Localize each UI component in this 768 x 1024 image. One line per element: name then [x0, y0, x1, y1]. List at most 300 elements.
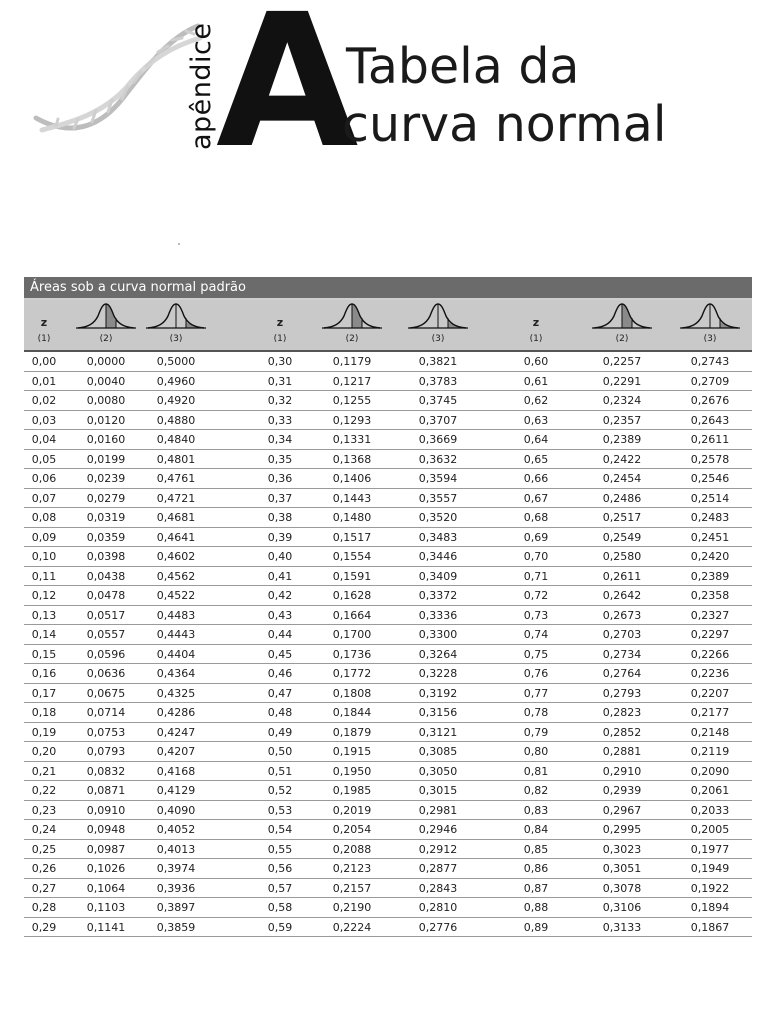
table-cell: 0,86 [523, 862, 549, 875]
table-cell: 0,44 [267, 628, 293, 641]
table-cell: 0,1443 [332, 491, 372, 505]
table-cell: 0,49 [267, 725, 293, 739]
table-cell: 0,3483 [418, 530, 458, 544]
table-cell: 0,37 [267, 491, 293, 505]
bell-curve-icon [76, 302, 136, 330]
table-cell: 0,4522 [156, 589, 196, 602]
column-header-7 [501, 300, 571, 350]
table-cell: 0,2823 [602, 706, 642, 719]
table-cell: 0,1844 [332, 706, 372, 719]
table-cell: 0,0714 [86, 706, 126, 719]
table-cell: 0,0596 [86, 647, 126, 661]
table-row [24, 645, 752, 665]
table-cell: 0,15 [31, 647, 57, 661]
table-cell: 0,4013 [156, 842, 196, 856]
table-row [24, 586, 752, 606]
table-cell: 0,4880 [156, 413, 196, 427]
table-cell: 0,2019 [332, 803, 372, 817]
table-cell: 0,3897 [156, 901, 196, 914]
table-cell: 0,57 [267, 881, 293, 895]
table-cell: 0,3133 [602, 920, 642, 934]
column-number: (3) [703, 334, 717, 344]
table-cell: 0,02 [31, 394, 57, 407]
table-cell: 0,19 [31, 725, 57, 739]
table-row [24, 508, 752, 528]
table-cell: 0,2611 [690, 433, 730, 446]
table-cell: 0,2881 [602, 745, 642, 758]
table-cell: 0,17 [31, 686, 57, 700]
table-cell: 0,0793 [86, 745, 126, 758]
table-cell: 0,3372 [418, 589, 458, 602]
table-cell: 0,4286 [156, 706, 196, 719]
table-cell: 0,4052 [156, 823, 196, 836]
appendix-letter: A [216, 0, 359, 189]
table-cell: 0,1103 [86, 901, 126, 914]
table-cell: 0,3106 [602, 901, 642, 914]
table-cell: 0,2764 [602, 667, 642, 680]
table-cell: 0,62 [523, 394, 549, 407]
table-cell: 0,3669 [418, 433, 458, 446]
table-cell: 0,04 [31, 433, 57, 446]
dna-helix-icon [28, 18, 208, 148]
table-cell: 0,2793 [602, 686, 642, 700]
table-cell: 0,03 [31, 413, 57, 427]
table-cell: 0,2327 [690, 608, 730, 622]
column-number: (1) [37, 334, 51, 344]
column-header-9 [675, 300, 745, 350]
table-cell: 0,2578 [690, 452, 730, 466]
table-cell: 0,0080 [86, 394, 126, 407]
table-cell: 0,75 [523, 647, 549, 661]
table-cell: 0,2224 [332, 920, 372, 934]
table-cell: 0,27 [31, 881, 57, 895]
table-cell: 0,3632 [418, 452, 458, 466]
table-cell: 0,0000 [86, 355, 126, 368]
table-cell: 0,2776 [418, 920, 458, 934]
table-cell: 0,1406 [332, 472, 372, 485]
table-cell: 0,41 [267, 569, 293, 583]
table-cell: 0,2703 [602, 628, 642, 641]
table-cell: 0,4090 [156, 803, 196, 817]
table-cell: 0,23 [31, 803, 57, 817]
table-cell: 0,2810 [418, 901, 458, 914]
table-cell: 0,0120 [86, 413, 126, 427]
table-row [24, 801, 752, 821]
table-cell: 0,2549 [602, 530, 642, 544]
table-cell: 0,1950 [332, 764, 372, 778]
table-cell: 0,39 [267, 530, 293, 544]
column-number: (2) [615, 334, 629, 344]
table-cell: 0,4483 [156, 608, 196, 622]
table-cell: 0,2995 [602, 823, 642, 836]
table-cell: 0,48 [267, 706, 293, 719]
table-cell: 0,4207 [156, 745, 196, 758]
table-cell: 0,0279 [86, 491, 126, 505]
table-cell: 0,59 [267, 920, 293, 934]
column-header-5 [317, 300, 387, 350]
table-cell: 0,4404 [156, 647, 196, 661]
table-cell: 0,1628 [332, 589, 372, 602]
table-cell: 0,3078 [602, 881, 642, 895]
table-cell: 0,0319 [86, 511, 126, 524]
table-cell: 0,83 [523, 803, 549, 817]
table-cell: 0,4761 [156, 472, 196, 485]
table-cell: 0,2877 [418, 862, 458, 875]
table-cell: 0,0160 [86, 433, 126, 446]
table-cell: 0,13 [31, 608, 57, 622]
table-cell: 0,88 [523, 901, 549, 914]
table-cell: 0,47 [267, 686, 293, 700]
table-cell: 0,2054 [332, 823, 372, 836]
table-cell: 0,3023 [602, 842, 642, 856]
table-cell: 0,2177 [690, 706, 730, 719]
table-cell: 0,1808 [332, 686, 372, 700]
table-cell: 0,2734 [602, 647, 642, 661]
table-row [24, 742, 752, 762]
table-cell: 0,1331 [332, 433, 372, 446]
table-cell: 0,53 [267, 803, 293, 817]
table-cell: 0,55 [267, 842, 293, 856]
z-column-label: z [532, 316, 540, 329]
table-cell: 0,63 [523, 413, 549, 427]
table-cell: 0,3446 [418, 550, 458, 563]
table-row [24, 684, 752, 704]
table-cell: 0,3859 [156, 920, 196, 934]
table-cell: 0,1217 [332, 374, 372, 388]
table-cell: 0,64 [523, 433, 549, 446]
bell-curve-icon [680, 302, 740, 330]
table-cell: 0,3745 [418, 394, 458, 407]
table-row [24, 606, 752, 626]
table-cell: 0,1141 [86, 920, 126, 934]
table-cell: 0,08 [31, 511, 57, 524]
table-cell: 0,4801 [156, 452, 196, 466]
table-cell: 0,42 [267, 589, 293, 602]
table-cell: 0,0517 [86, 608, 126, 622]
table-cell: 0,30 [267, 355, 293, 368]
table-cell: 0,56 [267, 862, 293, 875]
table-cell: 0,1867 [690, 920, 730, 934]
table-cell: 0,16 [31, 667, 57, 680]
column-header-8 [587, 300, 657, 350]
table-cell: 0,1255 [332, 394, 372, 407]
table-caption: Áreas sob a curva normal padrão [24, 277, 752, 300]
column-number: (3) [169, 334, 183, 344]
table-cell: 0,68 [523, 511, 549, 524]
bell-curve-icon [146, 302, 206, 330]
table-cell: 0,2967 [602, 803, 642, 817]
table-cell: 0,2090 [690, 764, 730, 778]
page-title-line1: Tabela da [346, 38, 580, 95]
table-cell: 0,5000 [156, 355, 196, 368]
table-cell: 0,2611 [602, 569, 642, 583]
table-cell: 0,2422 [602, 452, 642, 466]
column-number: (2) [345, 334, 359, 344]
table-cell: 0,1915 [332, 745, 372, 758]
table-cell: 0,4920 [156, 394, 196, 407]
table-cell: 0,2514 [690, 491, 730, 505]
table-row [24, 625, 752, 645]
table-cell: 0,2843 [418, 881, 458, 895]
table-cell: 0,14 [31, 628, 57, 641]
table-cell: 0,79 [523, 725, 549, 739]
table-cell: 0,2148 [690, 725, 730, 739]
table-cell: 0,4364 [156, 667, 196, 680]
table-cell: 0,0871 [86, 784, 126, 797]
table-cell: 0,2580 [602, 550, 642, 563]
table-cell: 0,76 [523, 667, 549, 680]
appendix-label: apêndice [186, 22, 217, 150]
table-cell: 0,78 [523, 706, 549, 719]
table-cell: 0,4840 [156, 433, 196, 446]
table-cell: 0,74 [523, 628, 549, 641]
table-cell: 0,60 [523, 355, 549, 368]
table-cell: 0,71 [523, 569, 549, 583]
table-cell: 0,0478 [86, 589, 126, 602]
table-cell: 0,4325 [156, 686, 196, 700]
column-header-3 [141, 300, 211, 350]
stray-dot [178, 243, 180, 245]
table-cell: 0,00 [31, 355, 57, 368]
table-cell: 0,2061 [690, 784, 730, 797]
table-cell: 0,77 [523, 686, 549, 700]
table-cell: 0,1179 [332, 355, 372, 368]
table-cell: 0,1554 [332, 550, 372, 563]
table-column-header [24, 300, 752, 352]
table-cell: 0,72 [523, 589, 549, 602]
table-row [24, 703, 752, 723]
table-row [24, 450, 752, 470]
table-cell: 0,2207 [690, 686, 730, 700]
table-cell: 0,1894 [690, 901, 730, 914]
table-cell: 0,1700 [332, 628, 372, 641]
table-cell: 0,65 [523, 452, 549, 466]
table-cell: 0,3520 [418, 511, 458, 524]
table-cell: 0,2673 [602, 608, 642, 622]
table-cell: 0,1368 [332, 452, 372, 466]
table-cell: 0,3594 [418, 472, 458, 485]
table-cell: 0,35 [267, 452, 293, 466]
column-number: (1) [273, 334, 287, 344]
table-cell: 0,85 [523, 842, 549, 856]
table-cell: 0,0910 [86, 803, 126, 817]
table-cell: 0,70 [523, 550, 549, 563]
table-cell: 0,1949 [690, 862, 730, 875]
table-cell: 0,52 [267, 784, 293, 797]
table-cell: 0,29 [31, 920, 57, 934]
table-row [24, 879, 752, 899]
table-cell: 0,1985 [332, 784, 372, 797]
table-cell: 0,32 [267, 394, 293, 407]
table-row [24, 723, 752, 743]
table-row [24, 411, 752, 431]
page-header [0, 0, 768, 189]
table-cell: 0,2852 [602, 725, 642, 739]
table-cell: 0,1922 [690, 881, 730, 895]
table-cell: 0,22 [31, 784, 57, 797]
table-cell: 0,0359 [86, 530, 126, 544]
table-row [24, 859, 752, 879]
table-cell: 0,2190 [332, 901, 372, 914]
bell-curve-icon [408, 302, 468, 330]
table-row [24, 528, 752, 548]
table-cell: 0,2266 [690, 647, 730, 661]
table-cell: 0,25 [31, 842, 57, 856]
table-cell: 0,2389 [690, 569, 730, 583]
table-cell: 0,2033 [690, 803, 730, 817]
table-cell: 0,4443 [156, 628, 196, 641]
page-title-line2: curva normal [342, 96, 667, 153]
table-cell: 0,2946 [418, 823, 458, 836]
table-cell: 0,3050 [418, 764, 458, 778]
table-cell: 0,0239 [86, 472, 126, 485]
table-cell: 0,2743 [690, 355, 730, 368]
table-cell: 0,1664 [332, 608, 372, 622]
column-number: (3) [431, 334, 445, 344]
table-cell: 0,0832 [86, 764, 126, 778]
table-cell: 0,69 [523, 530, 549, 544]
table-cell: 0,09 [31, 530, 57, 544]
table-cell: 0,46 [267, 667, 293, 680]
table-cell: 0,24 [31, 823, 57, 836]
table-cell: 0,3051 [602, 862, 642, 875]
table-cell: 0,3192 [418, 686, 458, 700]
table-cell: 0,4641 [156, 530, 196, 544]
table-cell: 0,11 [31, 569, 57, 583]
table-cell: 0,0675 [86, 686, 126, 700]
table-cell: 0,3557 [418, 491, 458, 505]
table-body [24, 352, 752, 937]
table-cell: 0,1064 [86, 881, 126, 895]
table-cell: 0,2358 [690, 589, 730, 602]
table-cell: 0,0040 [86, 374, 126, 388]
table-cell: 0,2157 [332, 881, 372, 895]
table-cell: 0,80 [523, 745, 549, 758]
table-cell: 0,84 [523, 823, 549, 836]
table-cell: 0,3264 [418, 647, 458, 661]
table-cell: 0,2642 [602, 589, 642, 602]
table-cell: 0,67 [523, 491, 549, 505]
table-row [24, 372, 752, 392]
table-cell: 0,3936 [156, 881, 196, 895]
table-row [24, 820, 752, 840]
table-row [24, 840, 752, 860]
table-cell: 0,1293 [332, 413, 372, 427]
table-cell: 0,18 [31, 706, 57, 719]
table-cell: 0,0438 [86, 569, 126, 583]
table-cell: 0,2676 [690, 394, 730, 407]
table-row [24, 781, 752, 801]
table-cell: 0,2420 [690, 550, 730, 563]
table-cell: 0,34 [267, 433, 293, 446]
table-cell: 0,1977 [690, 842, 730, 856]
table-cell: 0,2643 [690, 413, 730, 427]
table-cell: 0,2483 [690, 511, 730, 524]
table-cell: 0,54 [267, 823, 293, 836]
table-cell: 0,2451 [690, 530, 730, 544]
table-cell: 0,1026 [86, 862, 126, 875]
normal-table [24, 277, 752, 937]
z-column-label: z [276, 316, 284, 329]
table-cell: 0,40 [267, 550, 293, 563]
table-cell: 0,06 [31, 472, 57, 485]
table-row [24, 469, 752, 489]
table-cell: 0,2005 [690, 823, 730, 836]
table-cell: 0,3156 [418, 706, 458, 719]
table-cell: 0,66 [523, 472, 549, 485]
table-cell: 0,4247 [156, 725, 196, 739]
column-header-6 [403, 300, 473, 350]
table-cell: 0,0753 [86, 725, 126, 739]
table-cell: 0,2123 [332, 862, 372, 875]
table-cell: 0,2454 [602, 472, 642, 485]
table-cell: 0,01 [31, 374, 57, 388]
table-cell: 0,28 [31, 901, 57, 914]
table-cell: 0,3121 [418, 725, 458, 739]
table-cell: 0,2236 [690, 667, 730, 680]
table-cell: 0,3015 [418, 784, 458, 797]
column-header-1 [9, 300, 79, 350]
table-cell: 0,45 [267, 647, 293, 661]
table-cell: 0,26 [31, 862, 57, 875]
table-cell: 0,4602 [156, 550, 196, 563]
table-cell: 0,2709 [690, 374, 730, 388]
table-cell: 0,2939 [602, 784, 642, 797]
table-row [24, 567, 752, 587]
table-cell: 0,87 [523, 881, 549, 895]
table-cell: 0,3409 [418, 569, 458, 583]
table-cell: 0,07 [31, 491, 57, 505]
table-cell: 0,2257 [602, 355, 642, 368]
table-cell: 0,31 [267, 374, 293, 388]
table-cell: 0,2910 [602, 764, 642, 778]
table-cell: 0,05 [31, 452, 57, 466]
table-row [24, 762, 752, 782]
table-cell: 0,12 [31, 589, 57, 602]
table-row [24, 430, 752, 450]
table-cell: 0,3300 [418, 628, 458, 641]
table-cell: 0,38 [267, 511, 293, 524]
table-cell: 0,2389 [602, 433, 642, 446]
table-cell: 0,33 [267, 413, 293, 427]
table-cell: 0,1517 [332, 530, 372, 544]
table-row [24, 489, 752, 509]
table-cell: 0,3336 [418, 608, 458, 622]
table-row [24, 664, 752, 684]
table-cell: 0,1591 [332, 569, 372, 583]
table-cell: 0,21 [31, 764, 57, 778]
table-cell: 0,4129 [156, 784, 196, 797]
table-cell: 0,0948 [86, 823, 126, 836]
table-cell: 0,2912 [418, 842, 458, 856]
table-cell: 0,4960 [156, 374, 196, 388]
table-cell: 0,0398 [86, 550, 126, 563]
table-cell: 0,58 [267, 901, 293, 914]
table-cell: 0,2357 [602, 413, 642, 427]
column-number: (2) [99, 334, 113, 344]
table-cell: 0,1772 [332, 667, 372, 680]
table-cell: 0,3821 [418, 355, 458, 368]
table-cell: 0,10 [31, 550, 57, 563]
table-cell: 0,0557 [86, 628, 126, 641]
table-cell: 0,51 [267, 764, 293, 778]
table-cell: 0,20 [31, 745, 57, 758]
table-cell: 0,1736 [332, 647, 372, 661]
table-cell: 0,89 [523, 920, 549, 934]
bell-curve-icon [592, 302, 652, 330]
table-cell: 0,0199 [86, 452, 126, 466]
table-cell: 0,4721 [156, 491, 196, 505]
